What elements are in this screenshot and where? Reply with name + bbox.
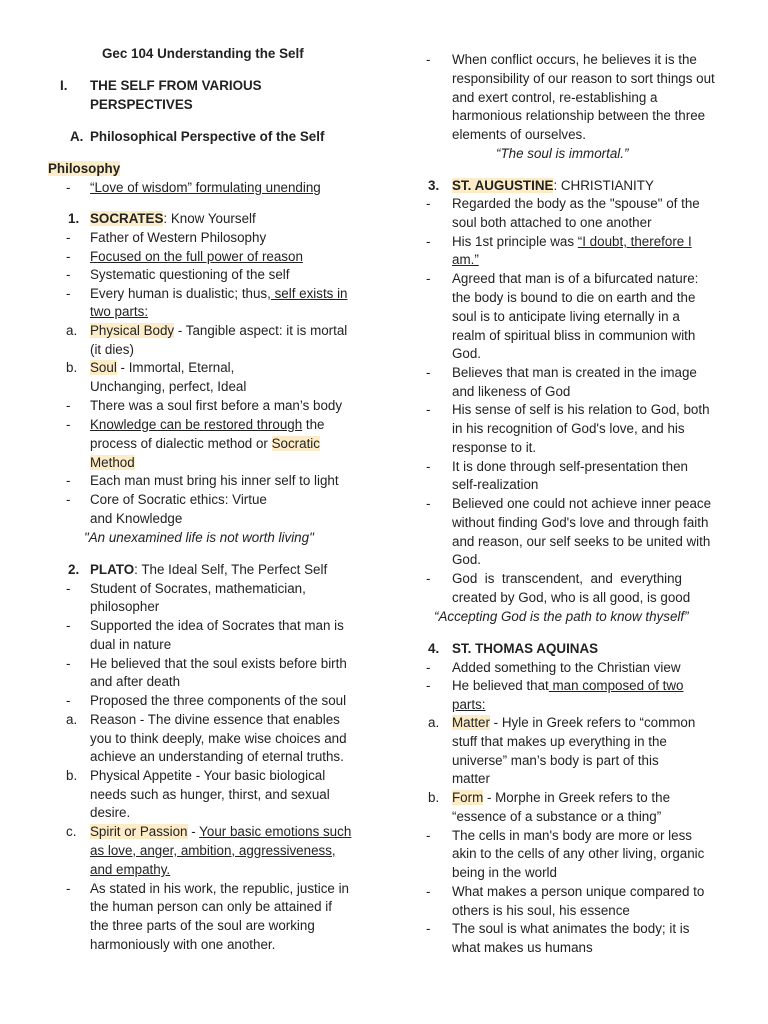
- bullet-dash: -: [66, 656, 71, 671]
- bullet-dash: -: [66, 881, 71, 896]
- bullet-dash: -: [426, 234, 431, 249]
- list-item-cont: and reason, our self seeks to be united with: [452, 534, 711, 549]
- list-item-cont: and Knowledge: [90, 511, 183, 526]
- list-item-cont: realm of spiritual bliss in communion with: [452, 328, 696, 343]
- list-item-cont: akin to the cells of any other living, organic: [452, 846, 705, 861]
- list-item: Believed one could not achieve inner peace: [452, 496, 712, 511]
- section-number: I.: [60, 78, 68, 93]
- bullet-dash: -: [426, 884, 431, 899]
- list-item-cont: am.”: [452, 252, 479, 267]
- bullet-dash: -: [66, 398, 71, 413]
- section-heading: THE SELF FROM VARIOUS: [90, 78, 262, 93]
- list-item-cont: and exert control, re-establishing a: [452, 90, 658, 105]
- bullet-dash: -: [66, 581, 71, 596]
- list-item: Systematic questioning of the self: [90, 267, 290, 282]
- plato-subtitle: : The Ideal Self, The Perfect Self: [134, 562, 328, 577]
- philosophy-label: Philosophy: [48, 161, 121, 176]
- text-span: “I doubt, therefore I: [577, 234, 692, 249]
- text-span: He believed that: [452, 678, 549, 693]
- list-item-cont: responsibility of our reason to sort things out: [452, 71, 715, 86]
- list-item-cont: (it dies): [90, 342, 134, 357]
- socrates-heading: [90, 210, 366, 228]
- socrates-name: SOCRATES: [90, 211, 164, 226]
- list-item: When conflict occurs, he believes it is the: [452, 52, 697, 67]
- augustine-quote: “Accepting God is the path to know thyself”: [434, 609, 689, 624]
- list-item-cont: soul both attached to one another: [452, 215, 652, 230]
- socratic-term: Socratic: [271, 436, 320, 451]
- list-item: [90, 322, 366, 340]
- text-span: - Immortal, Eternal,: [116, 360, 235, 375]
- soul-term: Soul: [90, 360, 117, 375]
- text-span: man composed of two: [548, 678, 684, 693]
- list-item-cont: desire.: [90, 805, 131, 820]
- bullet-dash: -: [426, 660, 431, 675]
- list-item-cont: the body is bound to die on earth and the: [452, 290, 696, 305]
- socrates-quote: "An unexamined life is not worth living": [84, 530, 314, 545]
- list-item-cont: the three parts of the soul are working: [90, 918, 315, 933]
- list-item-cont: created by God, who is all good, is good: [452, 590, 691, 605]
- list-item: Each man must bring his inner self to light: [90, 473, 339, 488]
- plato-name: PLATO: [90, 562, 135, 577]
- list-item-cont: being in the world: [452, 865, 557, 880]
- list-item: It is done through self-presentation then: [452, 459, 688, 474]
- subsection-number: A.: [70, 129, 84, 144]
- list-item: The soul is what animates the body; it is: [452, 921, 690, 936]
- list-item-cont: and after death: [90, 674, 181, 689]
- list-item-cont: as love, anger, ambition, aggressiveness,: [90, 843, 336, 858]
- bullet-dash: -: [66, 267, 71, 282]
- text-span: Your basic emotions such: [199, 824, 352, 839]
- list-item-cont: harmoniously with one another.: [90, 937, 276, 952]
- list-item: The cells in man's body are more or less: [452, 828, 692, 843]
- list-item-cont: [90, 435, 366, 453]
- letter-label: a.: [428, 715, 440, 730]
- bullet-dash: -: [426, 402, 431, 417]
- list-item: [452, 714, 726, 732]
- bullet-dash: -: [426, 271, 431, 286]
- list-item: Physical Appetite - Your basic biological: [90, 768, 326, 783]
- bullet-dash: -: [426, 196, 431, 211]
- physical-body-term: Physical Body: [90, 323, 175, 338]
- list-item-cont: matter: [452, 771, 490, 786]
- list-item: [452, 789, 726, 807]
- bullet-dash: -: [66, 618, 71, 633]
- list-item-cont: philosopher: [90, 599, 160, 614]
- list-item-cont: in his recognition of God's love, and his: [452, 421, 685, 436]
- love-of-wisdom: “Love of wisdom” formulating unending: [90, 180, 321, 195]
- list-item-cont: the human person can only be attained if: [90, 899, 332, 914]
- philosophy-heading: [48, 160, 366, 178]
- list-item: Believes that man is created in the image: [452, 365, 697, 380]
- list-item-cont: [90, 454, 366, 472]
- list-item: His sense of self is his relation to God, both: [452, 402, 710, 417]
- list-item-cont: needs such as hunger, thirst, and sexual: [90, 787, 330, 802]
- spirit-term: Spirit or Passion: [90, 824, 188, 839]
- list-item-cont: universe” man’s body is part of this: [452, 753, 659, 768]
- list-item: Proposed the three components of the soul: [90, 693, 347, 708]
- bullet-dash: -: [66, 286, 71, 301]
- list-item: What makes a person unique compared to: [452, 884, 705, 899]
- bullet-dash: -: [66, 417, 71, 432]
- list-item: He believed that the soul exists before birth: [90, 656, 347, 671]
- list-item-cont: God.: [452, 552, 482, 567]
- list-item-cont: dual in nature: [90, 637, 172, 652]
- list-item: [452, 233, 726, 251]
- text-span: the: [302, 417, 325, 432]
- letter-label: b.: [428, 790, 440, 805]
- form-term: Form: [452, 790, 484, 805]
- letter-label: b.: [66, 768, 78, 783]
- list-item-cont: two parts:: [90, 304, 149, 319]
- augustine-heading: [452, 177, 726, 195]
- aquinas-number: 4.: [428, 641, 440, 656]
- text-span: Every human is dualistic; thus,: [90, 286, 271, 301]
- list-item: Focused on the full power of reason: [90, 249, 303, 264]
- text-span: self exists in: [270, 286, 348, 301]
- list-item: [90, 823, 366, 841]
- bullet-dash: -: [426, 459, 431, 474]
- bullet-dash: -: [66, 180, 71, 195]
- list-item: As stated in his work, the republic, justice in: [90, 881, 350, 896]
- bullet-dash: -: [426, 365, 431, 380]
- list-item-cont: you to think deeply, make wise choices and: [90, 731, 347, 746]
- list-item-cont: and likeness of God: [452, 384, 571, 399]
- aquinas-heading: ST. THOMAS AQUINAS: [452, 641, 599, 656]
- list-item-cont: soul is to anticipate living eternally in a: [452, 309, 680, 324]
- bullet-dash: -: [426, 828, 431, 843]
- augustine-subtitle: : CHRISTIANITY: [553, 178, 654, 193]
- matter-term: Matter: [452, 715, 490, 730]
- list-item-cont: response to it.: [452, 440, 537, 455]
- letter-label: a.: [66, 712, 78, 727]
- document-title: Gec 104 Understanding the Self: [102, 46, 304, 61]
- list-item-cont: Unchanging, perfect, Ideal: [90, 379, 247, 394]
- augustine-number: 3.: [428, 178, 440, 193]
- list-item: Agreed that man is of a bifurcated nature:: [452, 271, 699, 286]
- text-span: - Tangible aspect: it is mortal: [174, 323, 348, 338]
- text-span: process of dialectic method or: [90, 436, 272, 451]
- text-span: His 1st principle was: [452, 234, 578, 249]
- bullet-dash: -: [426, 52, 431, 67]
- list-item-cont: parts:: [452, 697, 486, 712]
- list-item-cont: self-realization: [452, 477, 539, 492]
- bullet-dash: -: [66, 693, 71, 708]
- method-term: Method: [90, 455, 135, 470]
- bullet-dash: -: [426, 496, 431, 511]
- list-item-cont: elements of ourselves.: [452, 127, 586, 142]
- list-item-cont: “essence of a substance or a thing”: [452, 809, 662, 824]
- plato-quote: “The soul is immortal.”: [496, 146, 629, 161]
- text-span: -: [187, 824, 200, 839]
- list-item: Regarded the body as the "spouse" of the: [452, 196, 700, 211]
- text-span: - Hyle in Greek refers to “common: [489, 715, 696, 730]
- list-item-cont: harmonious relationship between the three: [452, 108, 706, 123]
- list-item-cont: others is his soul, his essence: [452, 903, 630, 918]
- list-item: God is transcendent, and everything: [452, 571, 683, 586]
- letter-label: c.: [66, 824, 77, 839]
- list-item-cont: stuff that makes up everything in the: [452, 734, 667, 749]
- bullet-dash: -: [66, 473, 71, 488]
- list-item: [452, 677, 726, 695]
- list-item: Added something to the Christian view: [452, 660, 681, 675]
- list-item: [90, 359, 366, 377]
- socrates-number: 1.: [68, 211, 80, 226]
- list-item: Student of Socrates, mathematician,: [90, 581, 306, 596]
- list-item: Core of Socratic ethics: Virtue: [90, 492, 267, 507]
- letter-label: b.: [66, 360, 78, 375]
- augustine-name: ST. AUGUSTINE: [452, 178, 554, 193]
- bullet-dash: -: [66, 492, 71, 507]
- bullet-dash: -: [426, 571, 431, 586]
- list-item-cont: God.: [452, 346, 482, 361]
- list-item-cont: what makes us humans: [452, 940, 593, 955]
- list-item-cont: achieve an understanding of eternal truths.: [90, 749, 344, 764]
- bullet-dash: -: [66, 230, 71, 245]
- list-item: There was a soul first before a man’s body: [90, 398, 343, 413]
- bullet-dash: -: [426, 678, 431, 693]
- plato-heading: [90, 561, 366, 579]
- subsection-heading: Philosophical Perspective of the Self: [90, 129, 325, 144]
- list-item: [90, 416, 366, 434]
- text-span: - Morphe in Greek refers to the: [483, 790, 671, 805]
- letter-label: a.: [66, 323, 78, 338]
- socrates-subtitle: : Know Yourself: [163, 211, 256, 226]
- text-span: Knowledge can be restored through: [90, 417, 303, 432]
- list-item: [90, 285, 366, 303]
- bullet-dash: -: [426, 921, 431, 936]
- list-item-cont: and empathy.: [90, 862, 171, 877]
- list-item-cont: without finding God's love and through faith: [452, 515, 709, 530]
- list-item: Father of Western Philosophy: [90, 230, 267, 245]
- section-heading-cont: PERSPECTIVES: [90, 97, 193, 112]
- list-item: Supported the idea of Socrates that man is: [90, 618, 344, 633]
- plato-number: 2.: [68, 562, 80, 577]
- bullet-dash: -: [66, 249, 71, 264]
- list-item: Reason - The divine essence that enables: [90, 712, 340, 727]
